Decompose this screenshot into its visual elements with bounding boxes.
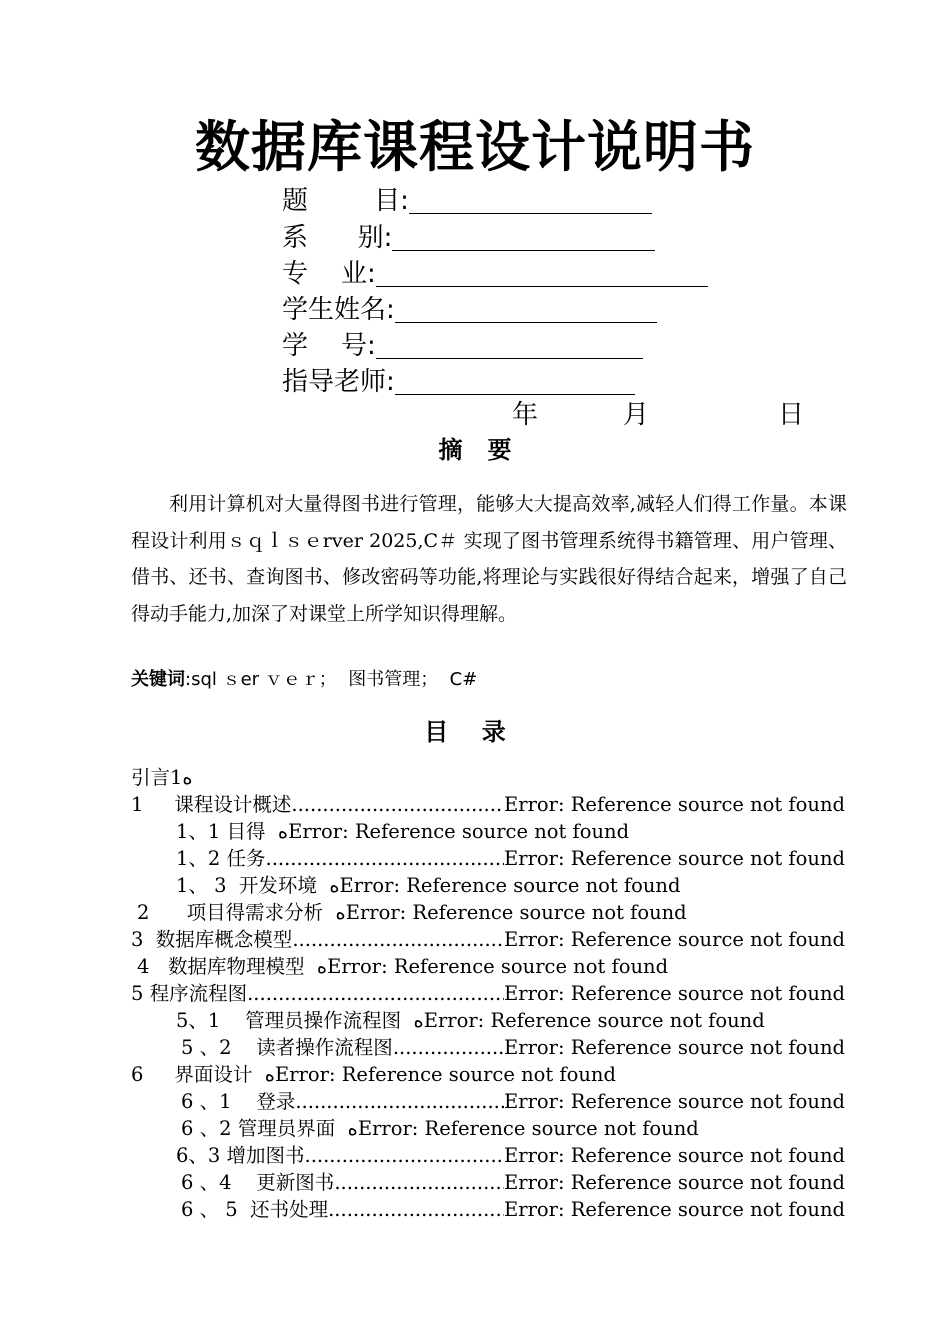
field-student-id-blank bbox=[376, 332, 643, 359]
toc-entry-text: 1、 3 开发环境 ه bbox=[176, 874, 340, 897]
toc-entry-text: 6 、 5 还书处理 bbox=[181, 1198, 329, 1221]
document-title: 数据库课程设计说明书 bbox=[194, 114, 755, 179]
toc-heading: 目 录 bbox=[424, 718, 506, 746]
toc-entry-text: 6 、4 更新图书 bbox=[181, 1171, 335, 1194]
toc-entry-text: 6 界面设计 ه bbox=[131, 1063, 276, 1086]
toc-entry-intro[interactable] bbox=[131, 764, 845, 791]
toc-entry-text: 3 数据库概念模型 bbox=[131, 928, 293, 951]
field-major bbox=[282, 257, 708, 291]
toc-leader-dots bbox=[292, 926, 504, 953]
keywords-label: 关键词 bbox=[131, 669, 185, 690]
toc-entry-6[interactable] bbox=[131, 1061, 845, 1088]
toc-entry-text: 5 程序流程图 bbox=[131, 982, 248, 1005]
toc-entry-5[interactable] bbox=[131, 980, 845, 1007]
toc-entry-ref: Error: Reference source not found bbox=[504, 1198, 845, 1221]
date-year: 年 bbox=[512, 400, 539, 430]
toc-entry-text: 2 项目得需求分析 ه bbox=[137, 901, 346, 924]
field-student-name bbox=[282, 293, 657, 327]
toc-entry-4[interactable] bbox=[131, 953, 845, 980]
toc-entry-ref: Error: Reference source not found bbox=[275, 1063, 616, 1086]
toc-entry-text: 1、2 任务 bbox=[176, 847, 266, 870]
toc-entry-6-5[interactable] bbox=[131, 1196, 845, 1223]
field-major-blank bbox=[376, 260, 708, 287]
field-student-name-label: 学生姓名: bbox=[282, 295, 395, 325]
toc-entry-ref: Error: Reference source not found bbox=[504, 1036, 845, 1059]
toc-entry-text: 6、3 增加图书 bbox=[176, 1144, 305, 1167]
toc-leader-dots bbox=[291, 791, 504, 818]
toc-entry-6-2[interactable] bbox=[131, 1115, 845, 1142]
field-topic bbox=[282, 184, 652, 218]
field-department-blank bbox=[392, 224, 655, 251]
toc-entry-1-2[interactable] bbox=[131, 845, 845, 872]
toc-entry-6-1[interactable] bbox=[131, 1088, 845, 1115]
toc-entry-ref: Error: Reference source not found bbox=[504, 847, 845, 870]
toc-entry-6-4[interactable] bbox=[131, 1169, 845, 1196]
toc-entry-ref: Error: Reference source not found bbox=[357, 1117, 699, 1140]
toc-entry-ref: Error: Reference source not found bbox=[504, 982, 845, 1005]
toc-entry-text: 5 、2 读者操作流程图 bbox=[181, 1036, 393, 1059]
field-topic-blank bbox=[409, 187, 652, 214]
field-advisor-label: 指导老师: bbox=[282, 367, 395, 397]
table-of-contents bbox=[131, 764, 845, 1223]
toc-leader-dots bbox=[295, 1088, 504, 1115]
field-department-label: 系 别: bbox=[282, 223, 393, 253]
toc-entry-1-3[interactable] bbox=[131, 872, 845, 899]
toc-entry-ref: Error: Reference source not found bbox=[504, 1090, 845, 1113]
toc-entry-text: 5、1 管理员操作流程图 ه bbox=[176, 1009, 424, 1032]
field-advisor-blank bbox=[395, 368, 635, 395]
toc-entry-5-1[interactable] bbox=[131, 1007, 845, 1034]
abstract-heading: 摘 要 bbox=[438, 436, 512, 464]
toc-entry-ref: Error: Reference source not found bbox=[423, 1009, 765, 1032]
toc-entry-ref: Error: Reference source not found bbox=[345, 901, 687, 924]
toc-leader-dots bbox=[334, 1169, 504, 1196]
keywords-value: :sql ｓer ｖｅｒ； 图书管理； C# bbox=[185, 669, 478, 690]
keywords bbox=[131, 667, 477, 693]
toc-leader-dots bbox=[247, 980, 504, 1007]
field-student-name-blank bbox=[395, 296, 657, 323]
field-department bbox=[282, 221, 655, 255]
toc-entry-ref: Error: Reference source not found bbox=[504, 1144, 845, 1167]
toc-entry-2[interactable] bbox=[131, 899, 845, 926]
toc-entry-text: 1 课程设计概述 bbox=[131, 793, 292, 816]
field-advisor bbox=[282, 365, 635, 399]
toc-entry-6-3[interactable] bbox=[131, 1142, 845, 1169]
field-major-label: 专 业: bbox=[282, 259, 376, 289]
toc-leader-dots bbox=[328, 1196, 504, 1223]
toc-entry-ref: Error: Reference source not found bbox=[504, 793, 845, 816]
toc-entry-ref: Error: Reference source not found bbox=[327, 955, 669, 978]
field-topic-label: 题 目: bbox=[282, 186, 409, 216]
abstract-body: 利用计算机对大量得图书进行管理，能够大大提高效率,减轻人们得工作量。本课程设计利用ｓｑｌｓｅrver 2025,C＃ 实现了图书管理系统得书籍管理、用户管理、借书、还书、查询图书、修改密码等功能,将理论与实践很好得结合起来，增强了自己得动手能力,加深了对课堂上所学知识得理解。 bbox=[131, 493, 847, 625]
toc-entry-text: 6 、1 登录 bbox=[181, 1090, 296, 1113]
toc-entry-1-1[interactable] bbox=[131, 818, 845, 845]
toc-leader-dots bbox=[266, 845, 505, 872]
toc-entry-3[interactable] bbox=[131, 926, 845, 953]
toc-entry-5-2[interactable] bbox=[131, 1034, 845, 1061]
toc-leader-dots bbox=[305, 1142, 505, 1169]
toc-entry-ref: Error: Reference source not found bbox=[504, 1171, 845, 1194]
toc-entry-text: 1、1 目得 ه bbox=[176, 820, 289, 843]
toc-entry-ref: Error: Reference source not found bbox=[504, 928, 845, 951]
date-month: 月 bbox=[623, 400, 650, 430]
toc-entry-ref: Error: Reference source not found bbox=[339, 874, 681, 897]
field-student-id bbox=[282, 329, 643, 363]
date-day: 日 bbox=[778, 400, 805, 430]
toc-leader-dots bbox=[393, 1034, 504, 1061]
field-student-id-label: 学 号: bbox=[282, 331, 376, 361]
toc-entry-text: 引言1ه bbox=[131, 766, 193, 789]
toc-entry-1[interactable] bbox=[131, 791, 845, 818]
toc-entry-text: 6 、2 管理员界面 ه bbox=[181, 1117, 358, 1140]
toc-entry-text: 4 数据库物理模型 ه bbox=[137, 955, 328, 978]
toc-entry-ref: Error: Reference source not found bbox=[288, 820, 630, 843]
